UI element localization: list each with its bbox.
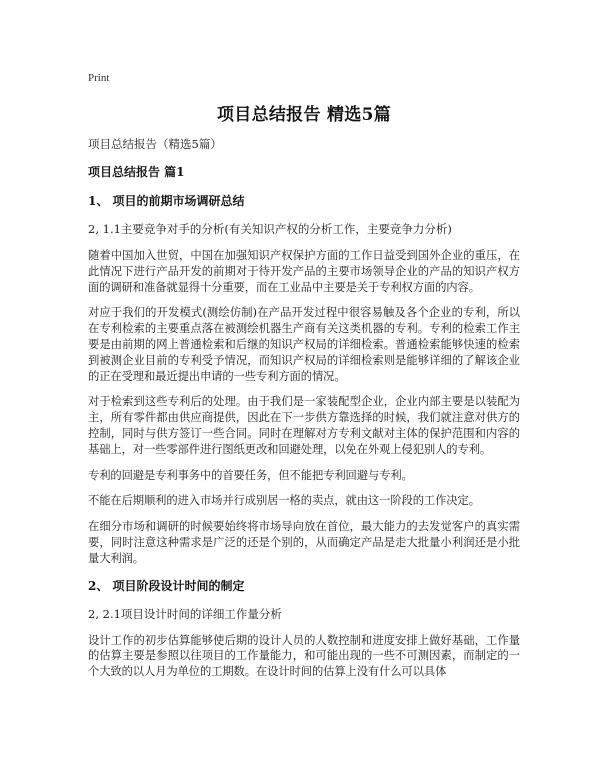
section-subheading: 2, 2.1项目设计时间的详细工作量分析	[88, 606, 282, 621]
section-design-schedule	[88, 577, 520, 680]
paragraph: 对于检索到这些专利后的处理。由于我们是一家装配型企业，企业内部主要是以装配为主，所有零件都由供应商提供，因此在下一步供方靠选择的时候，我们就注意对供方的控制，同时与供方签订一些合同。同时在理解对方专利文献对主体的保护范围和内容的基础上，对一些零部件进行图纸更改和回避处理，以免在外观上侵犯别人的专利。	[88, 395, 520, 456]
print-label[interactable]: Print	[88, 72, 110, 84]
section-heading: 1、 项目的前期市场调研总结	[88, 194, 245, 208]
paragraph: 在细分市场和调研的时候要始终将市场导向放在首位，最大能力的去发觉客户的真实需要，同时注意这种需求是广泛的还是个别的，从而确定产品是走大批量小利润还是小批量大利润。	[88, 520, 520, 565]
section-market-research	[88, 192, 520, 567]
paragraph: 不能在后期顺利的进入市场并行成别居一格的卖点，就由这一阶段的工作决定。	[88, 494, 480, 508]
paragraph: 设计工作的初步估算能够使后期的设计人员的人数控制和进度安排上做好基础，工作量的估算主要是参照以往项目的工作量能力，和可能出现的一些不可测因素，而制定的一个大致的以人月为单位的工期数。在设计时间的估算上没有什么可以具体	[88, 633, 520, 679]
paragraph: 随着中国加入世贸，中国在加强知识产权保护方面的工作日益受到国外企业的重压，在此情况下进行产品开发的前期对于待开发产品的主要市场领导企业的产品的知识产权方面的调研和准备就显得十分重要，而在工业品中主要是关于专利权方面的内容。	[88, 249, 520, 294]
paragraph: 对应于我们的开发模式(测绘仿制)在产品开发过程中很容易触及各个企业的专利，所以在专利检索的主要重点落在被测绘机器生产商有关这类机器的专利。专利的检索工作主要是由前期的网上普通检索和后继的知识产权局的详细检索。普通检索能够快速的检索到被测企业目前的专利受予情况，而知识产权局的详细检索则是能够详细的了解该企业的正在受理和最近提出申请的一些专利方面的情况。	[88, 306, 520, 383]
document-page	[88, 72, 520, 690]
document-title: 项目总结报告 精选5篇	[216, 105, 392, 125]
document-subtitle: 项目总结报告（精选5篇）	[88, 137, 222, 151]
article-heading: 项目总结报告 篇1	[88, 165, 185, 179]
section-subheading: 2, 1.1主要竞争对手的分析(有关知识产权的分析工作，主要竞争力分析)	[88, 222, 452, 236]
paragraph: 专利的回避是专利事务中的首要任务，但不能把专利回避与专利。	[88, 468, 413, 482]
section-heading: 2、 项目阶段设计时间的制定	[88, 578, 245, 593]
